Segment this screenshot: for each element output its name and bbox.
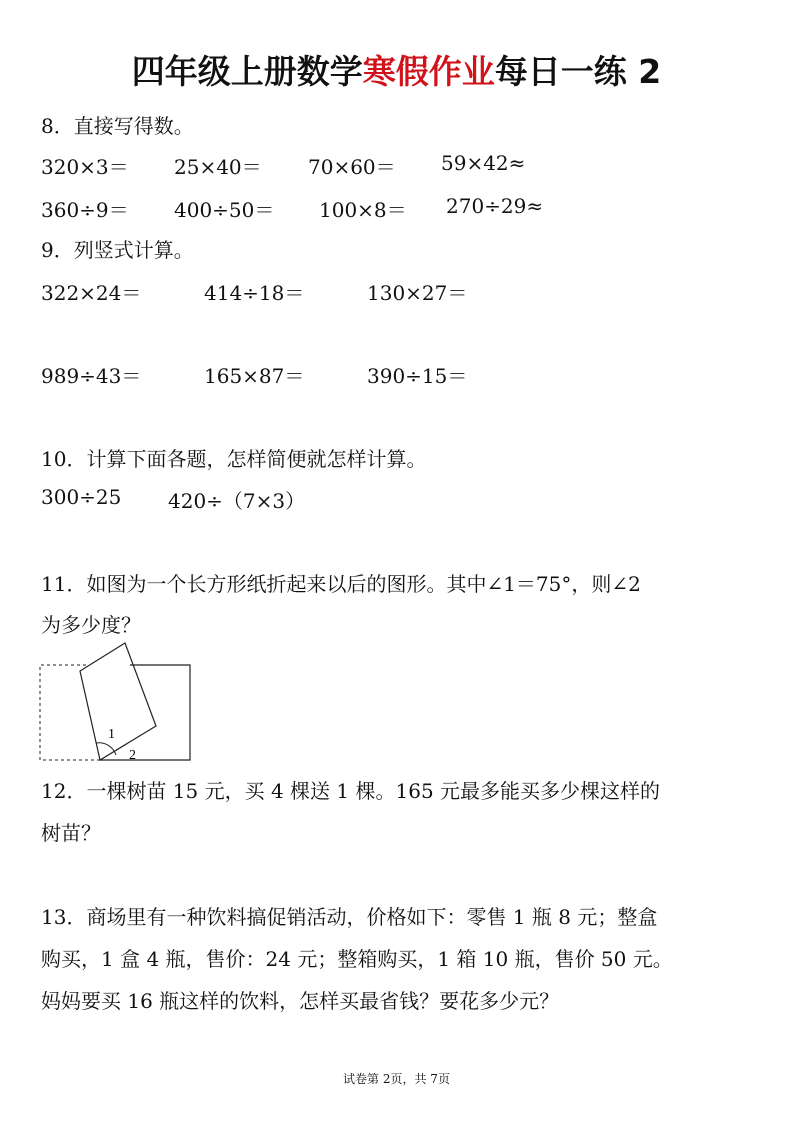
q8-expr: 25×40＝ <box>174 155 262 179</box>
title-part-2: 寒假作业 <box>362 52 495 91</box>
title-part-1: 四年级上册数学 <box>131 52 363 91</box>
q13-line-1: 13．商场里有一种饮料搞促销活动，价格如下：零售 1 瓶 8 元；整盒 <box>41 905 658 929</box>
q10-expr: 420÷（7×3） <box>168 489 306 513</box>
page-title <box>0 46 793 93</box>
q9-heading: 9．列竖式计算。 <box>41 238 194 262</box>
q9-expr: 414÷18＝ <box>204 281 305 305</box>
folded-flap <box>80 643 156 760</box>
q10-heading: 10．计算下面各题，怎样简便就怎样计算。 <box>41 447 427 471</box>
q8-expr: 400÷50＝ <box>174 198 275 222</box>
q13-line-3: 妈妈要买 16 瓶这样的饮料，怎样买最省钱？要花多少元？ <box>41 989 560 1013</box>
q9-expr: 390÷15＝ <box>367 364 468 388</box>
angle-1-label: 1 <box>108 727 115 742</box>
dashed-original-outline <box>40 665 100 760</box>
q8-expr: 59×42≈ <box>441 151 526 175</box>
q10-expr: 300÷25 <box>41 485 122 509</box>
q9-expr: 130×27＝ <box>367 281 468 305</box>
q8-heading: 8．直接写得数。 <box>41 114 194 138</box>
q9-expr: 322×24＝ <box>41 281 142 305</box>
q8-expr: 360÷9＝ <box>41 198 129 222</box>
q13-line-2: 购买，1 盒 4 瓶，售价：24 元；整箱购买，1 箱 10 瓶，售价 50 元。 <box>41 947 673 971</box>
q8-expr: 100×8＝ <box>319 198 407 222</box>
title-part-3: 每日一练 2 <box>494 52 662 91</box>
angle-2-label: 2 <box>129 748 136 763</box>
q9-expr: 989÷43＝ <box>41 364 142 388</box>
q11-line-2: 为多少度？ <box>41 613 141 637</box>
page-footer: 试卷第 2页，共 7页 <box>343 1072 450 1086</box>
rectangle-outline <box>100 665 190 760</box>
q12-line-2: 树苗？ <box>41 821 101 845</box>
q8-expr: 320×3＝ <box>41 155 129 179</box>
q11-line-1: 11．如图为一个长方形纸折起来以后的图形。其中∠1＝75°，则∠2 <box>41 572 641 596</box>
folded-rectangle-figure <box>38 640 198 766</box>
q8-expr: 270÷29≈ <box>446 194 544 218</box>
q9-expr: 165×87＝ <box>204 364 305 388</box>
q8-expr: 70×60＝ <box>308 155 396 179</box>
q12-line-1: 12．一棵树苗 15 元，买 4 棵送 1 棵。165 元最多能买多少棵这样的 <box>41 779 661 803</box>
